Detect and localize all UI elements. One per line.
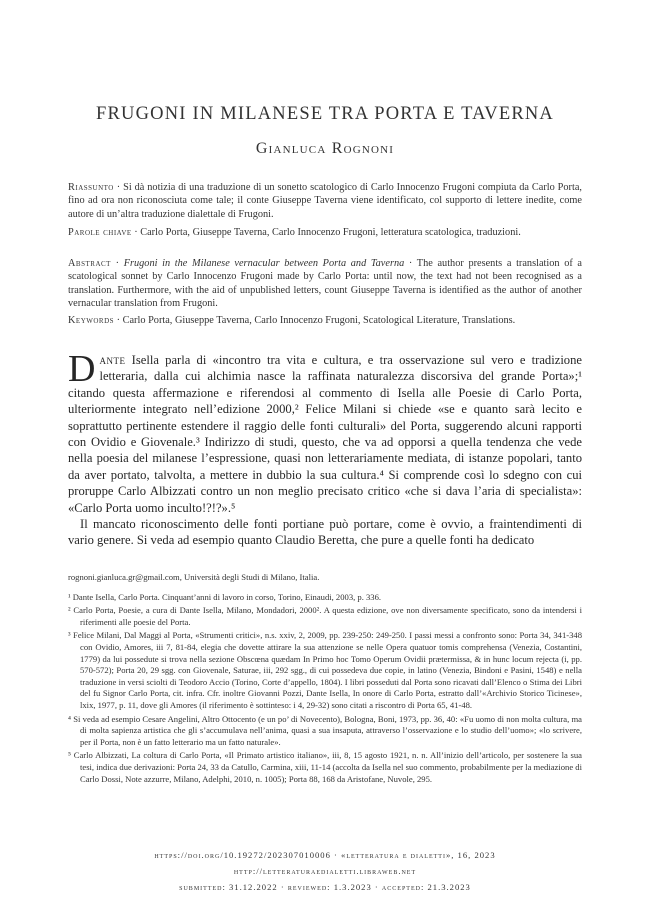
doi-line: https://doi.org/10.19272/202307010006 · «letteratura e dialetti», 16, 2023 (154, 850, 496, 860)
keywords-text: · Carlo Porta, Giuseppe Taverna, Carlo Innocenzo Frugoni, Scatological Literature, Translations. (114, 315, 516, 326)
footnote-2: ² Carlo Porta, Poesie, a cura di Dante Isella, Milano, Mondadori, 2000². A questa edizione, ove non diversamente specificato, sono da intendersi i riferimenti alle poesie del Porta. (68, 605, 582, 627)
footnote-3: ³ Felice Milani, Dal Maggi al Porta, «Strumenti critici», n.s. xxiv, 2, 2009, pp. 239-250: 249-250. I passi messi a confronto sono: Porta 34, 341-348 con Ovidio, Amores, iii 7, 81-84, elegia che dovette attirare la sua attenzione se nelle Opera quatuor tomis comprehensa (Venezia, Costantini, 1779) da lui possedute si trova nella sezione Obscœna quædam In Primo hoc Tomo Operum Ovidii prætermissa, & in hunc locum rejecta (i, pp. 570-572); Porta 20, 29 sgg. con Giovenale, Saturae, iii, 292 sgg., di cui possedeva due copie, in latino (Venezia, Bindoni e Pasini, 1548) e nella traduzione in versi sciolti di Teodoro Accio (Torino, Corte d’appello, 1804). I libri posseduti dal Porta sono ricavati dall’Elenco o Stima dei Libri del fu Signor Carlo Porta, cit. infra. Cfr. inoltre Giovanni Pozzi, Dante Isella, In onore di Carlo Porta, estratto dall’«Archivio Storico Ticinese», lxix, 1977, p. 11, dove gli Amores (il riferimento è sottinteso: i 4, 29-32) sono citati a riscontro di Porta 65, 41-48. (68, 630, 582, 710)
body-paragraph-2: Il mancato riconoscimento delle fonti portiane può portare, come è ovvio, a fraintendimenti di vario genere. Si veda ad esempio quanto Claudio Beretta, che pure a quelle fonti ha dedicato (68, 517, 582, 548)
drop-cap: D (68, 348, 96, 390)
abstract-label: Abstract (68, 258, 111, 269)
parole-chiave-text: · Carlo Porta, Giuseppe Taverna, Carlo Innocenzo Frugoni, letteratura scatologica, traduzioni. (131, 227, 521, 238)
footnote-1: ¹ Dante Isella, Carlo Porta. Cinquant’anni di lavoro in corso, Torino, Einaudi, 2003, p. 336. (68, 591, 382, 602)
author-affiliation: rognoni.gianluca.gr@gmail.com, Università degli Studi di Milano, Italia. (68, 572, 320, 582)
website-line: http://letteraturaedialetti.libraweb.net (233, 866, 417, 876)
keywords (68, 314, 582, 327)
riassunto-label: Riassunto (68, 182, 114, 193)
article-author: Gianluca Rognoni (255, 140, 395, 157)
body-paragraph-1-text: Isella parla di «incontro tra vita e cultura, e tra osservazione sul vero e tradizione letteraria, dalla cui alchimia nasce la raffinata naturalezza discorsiva del grande Porta»;¹ citando questa affermazione e riferendosi al commento di Isella alle Poesie di Carlo Porta, ulteriormente integrato nell’edizione 2000,² Felice Milani si chiede «se e quanto sarà lecito e soprattutto pertinente estendere il raggio delle fonti culturali» del Porta, suggerendo alcuni rapporti con Ovidio e Giovenale.³ Indirizzo di studi, questo, che va ad opporsi a quella tendenza che vede nella poesia del milanese l’espressione, quasi non letterariamente mediata, di istanze popolari, tanto da aver portato, talvolta, a mettere in dubbio la sua cultura.⁴ Si comprende così lo sdegno con cui proruppe Carlo Albizzati contro un non meglio precisato critico «che si dava l’aria di specialista»: «Carlo Porta uomo inculto!?!?».⁵ (68, 353, 582, 515)
abstract-title: Frugoni in the Milanese vernacular between Porta and Taverna (123, 258, 405, 269)
article-body (68, 348, 582, 549)
keywords-label: Keywords (68, 315, 115, 326)
article-title: FRUGONI IN MILANESE TRA PORTA E TAVERNA (96, 104, 554, 124)
abstract: Abstract · Frugoni in the Milanese vernacular between Porta and Taverna · The author presents a translation of a scatological sonnet by Carlo Innocenzo Frugoni made by Carlo Porta: until now, the text had not been recognised as a translation. Furthermore, with the aid of unpublished letters, count Giuseppe Taverna is identified as the author of another vernacular translation from Frugoni. (68, 258, 582, 310)
abstract-text: · The author presents a translation of a scatological sonnet by Carlo Innocenzo Frugoni made by Carlo Porta: until now, the text had not been recognised as a translation. Furthermore, with the aid of unpublished letters, count Giuseppe Taverna is identified as the author of another vernacular translation from Frugoni. (68, 258, 582, 310)
footnotes (68, 572, 582, 787)
body-paragraph-1 (68, 348, 582, 516)
footnote-4: ⁴ Si veda ad esempio Cesare Angelini, Altro Ottocento (e un po’ di Novecento), Bologna, Boni, 1973, pp. 36, 40: «Fu uomo di non molta cultura, ma di molta sapienza artistica che gli s’accumulava nell’anima, quasi a sua insaputa, attraverso l’osservazione e lo studio dell’uomo»; «lo scrivere, per il Porta, non è un fatto letterario ma un fatto naturale». (68, 713, 582, 747)
footnote-5: ⁵ Carlo Albizzati, La coltura di Carlo Porta, «Il Primato artistico italiano», iii, 8, 15 agosto 1921, n. n. All’inizio dell’articolo, per sostenere la sua tesi, indica due derivazioni: Porta 24, 33 da Catullo, Carmina, xiii, 11-14 (accolta da Isella nel suo commento, probabilmente per la mediazione di Carlo Dossi, Note azzurre, Milano, Adelphi, 2010, n. 1005); Porta 88, 168 da Aristofane, Nuvole, 295. (68, 750, 582, 784)
first-word-rest: ante (99, 353, 126, 367)
submission-dates: submitted: 31.12.2022 · reviewed: 1.3.2023 · accepted: 21.3.2023 (179, 882, 471, 892)
parole-chiave (68, 226, 582, 239)
parole-chiave-label: Parole chiave (68, 227, 132, 238)
riassunto (68, 181, 582, 221)
riassunto-text: · Si dà notizia di una traduzione di un sonetto scatologico di Carlo Innocenzo Frugoni compiuta da Carlo Porta, fino ad ora non riconosciuta come tale; il conte Giuseppe Taverna viene identificato, col supporto di lettere inedite, come autore di un’altra traduzione dialettale di Frugoni. (68, 182, 582, 220)
